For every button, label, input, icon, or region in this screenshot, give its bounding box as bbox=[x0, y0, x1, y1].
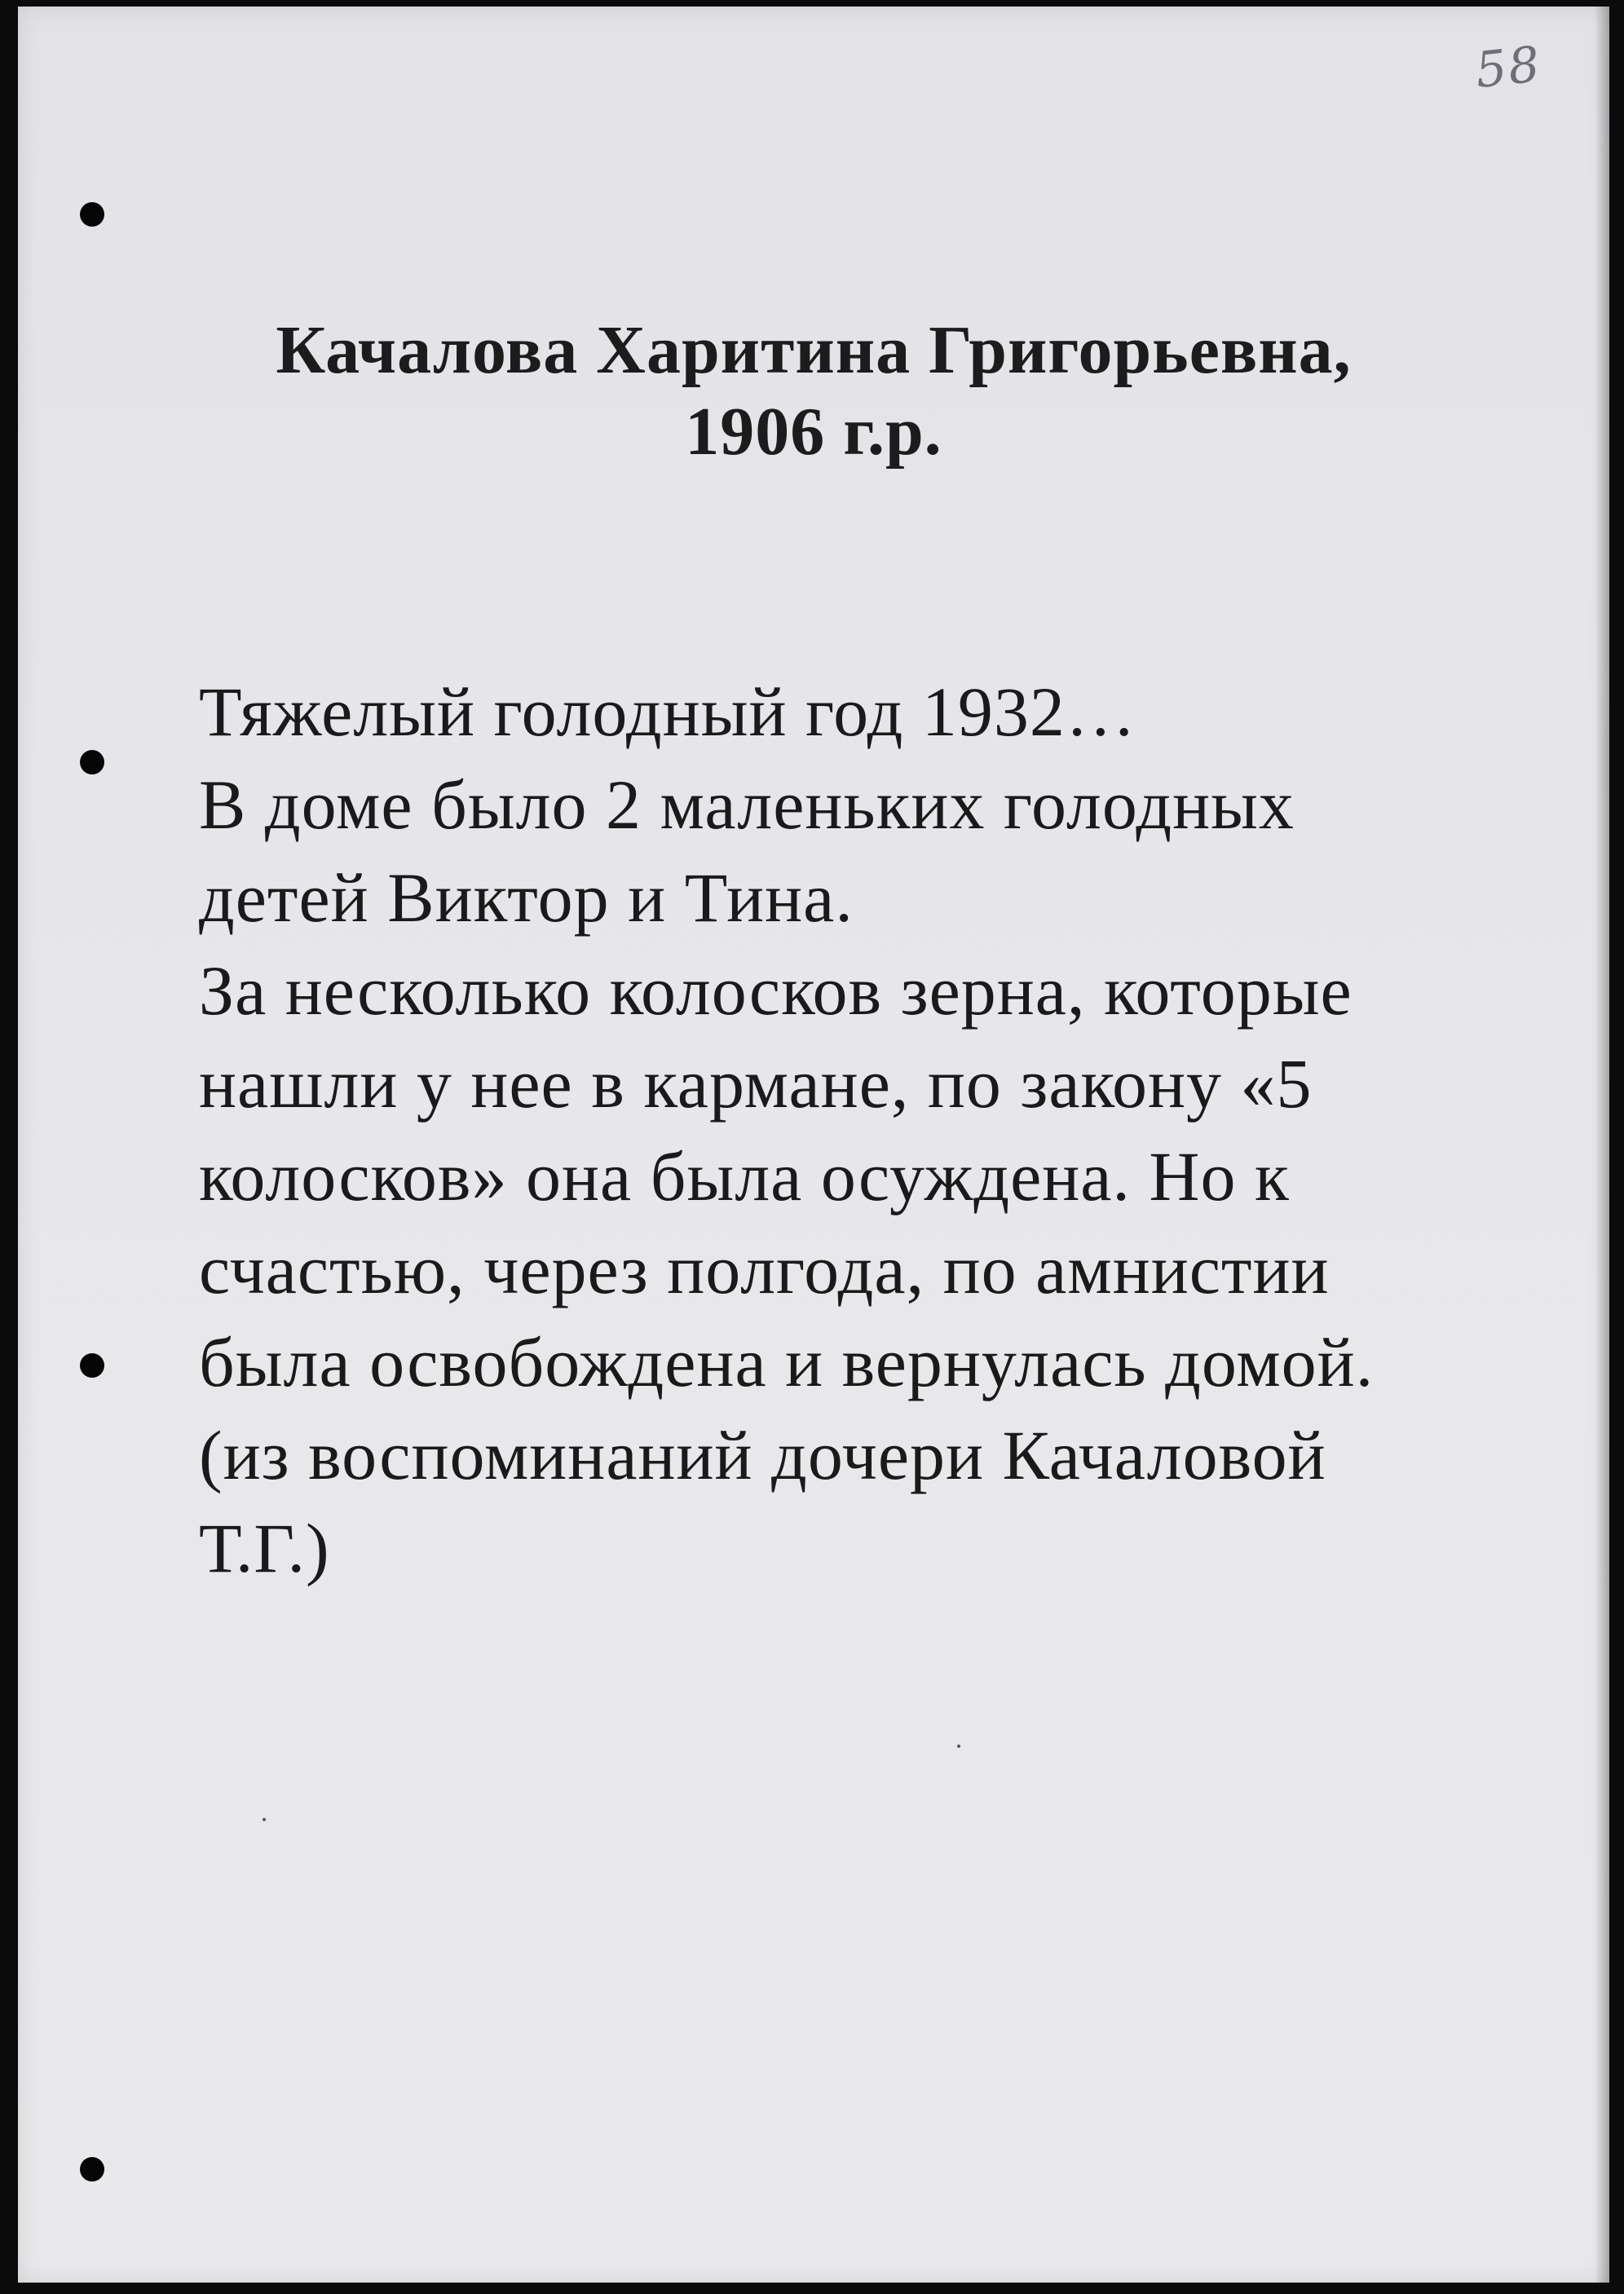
body-line: Т.Г.) bbox=[199, 1509, 330, 1587]
body-line: Тяжелый голодный год 1932… bbox=[199, 673, 1136, 751]
body-line: колосков» она была осуждена. Но к bbox=[199, 1137, 1290, 1215]
title-name: Качалова Харитина Григорьевна, bbox=[276, 312, 1352, 388]
document-title bbox=[18, 310, 1609, 473]
body-line: нашли у нее в кармане, по закону «5 bbox=[199, 1044, 1313, 1123]
handwritten-page-number: 58 bbox=[1472, 35, 1544, 100]
body-line: (из воспоминаний дочери Качаловой bbox=[199, 1416, 1326, 1494]
paper-speck bbox=[957, 1745, 960, 1748]
document-page bbox=[18, 7, 1609, 2283]
body-line: детей Виктор и Тина. bbox=[199, 858, 854, 937]
body-line: В доме было 2 маленьких голодных bbox=[199, 765, 1295, 844]
title-birth-year: 1906 г.р. bbox=[685, 394, 942, 470]
punch-hole bbox=[80, 202, 104, 227]
punch-hole bbox=[80, 1353, 104, 1378]
document-body bbox=[199, 665, 1601, 1595]
body-line: За несколько колосков зерна, которые bbox=[199, 951, 1353, 1030]
punch-hole bbox=[80, 750, 104, 774]
body-line: счастью, через полгода, по амнистии bbox=[199, 1230, 1330, 1308]
paper-speck bbox=[263, 1818, 266, 1821]
body-line: была освобождена и вернулась домой. bbox=[199, 1323, 1375, 1401]
punch-hole bbox=[80, 2157, 104, 2182]
